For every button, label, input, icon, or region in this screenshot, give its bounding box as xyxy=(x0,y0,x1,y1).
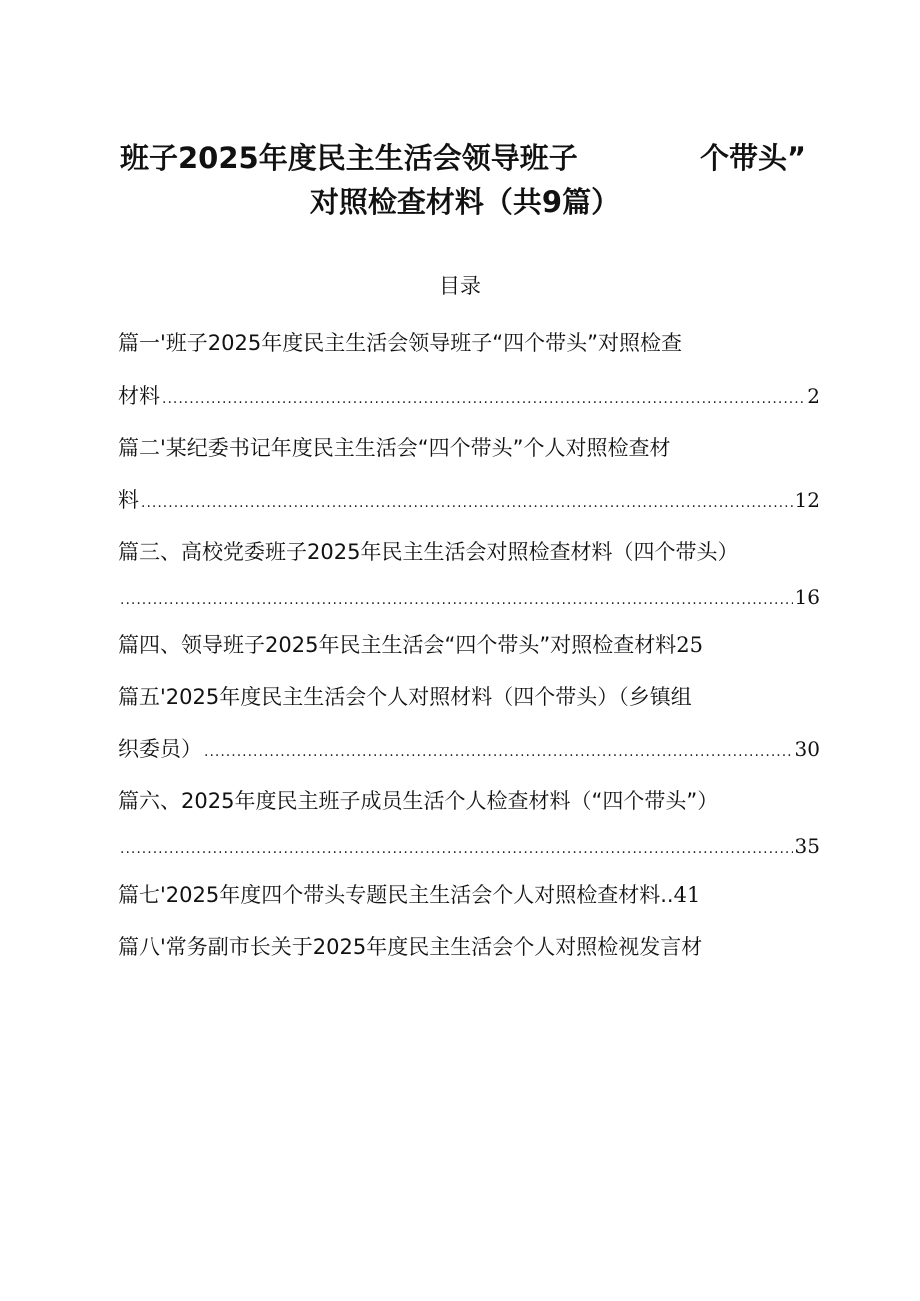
toc-entry-2-leader[interactable] xyxy=(118,485,820,518)
toc-entry-4[interactable] xyxy=(118,630,703,660)
toc-entry-7[interactable] xyxy=(118,880,700,910)
toc-entry-3-title[interactable]: 篇三、高校党委班子2025年民主生活会对照检查材料（四个带头） xyxy=(118,540,739,564)
toc-entry-7-title: 篇七'2025年度四个带头专题民主生活会个人对照检查材料.. xyxy=(118,883,674,907)
toc-entry-5-leader[interactable] xyxy=(118,734,820,767)
toc-entry-3-page: 16 xyxy=(794,585,820,609)
toc-entry-8-title[interactable]: 篇八'常务副市长关于2025年度民主生活会个人对照检视发言材 xyxy=(118,935,703,959)
toc-entry-3-leader[interactable] xyxy=(118,582,820,615)
toc-entry-6-title[interactable]: 篇六、2025年度民主班子成员生活个人检查材料（“四个带头”） xyxy=(118,789,719,813)
toc-entry-1-continuation: 材料 xyxy=(118,384,160,408)
toc-entry-1-page: 2 xyxy=(807,384,820,408)
dot-leader xyxy=(120,585,793,615)
toc-entry-5-continuation: 织委员） xyxy=(118,737,202,761)
dot-leader xyxy=(120,834,793,864)
toc-entry-4-title: 篇四、领导班子2025年民主生活会“四个带头”对照检查材料 xyxy=(118,633,677,657)
toc-entry-4-page: 25 xyxy=(676,633,703,657)
toc-entry-2-page: 12 xyxy=(794,488,820,512)
title-line-1-left: 班子2025年度民主生活会领导班子 xyxy=(120,141,578,175)
toc-entry-1-leader[interactable] xyxy=(118,381,820,414)
dot-leader xyxy=(162,384,805,414)
document-title-line-2: 对照检查材料（共9篇） xyxy=(309,185,621,219)
toc-entry-6-page: 35 xyxy=(794,834,820,858)
toc-entry-5-title[interactable]: 篇五'2025年度民主生活会个人对照材料（四个带头）（乡镇组 xyxy=(118,685,692,709)
toc-entry-5-page: 30 xyxy=(794,737,820,761)
dot-leader xyxy=(204,737,793,767)
toc-entry-2-title[interactable]: 篇二'某纪委书记年度民主生活会“四个带头”个人对照检查材 xyxy=(118,436,671,460)
toc-entry-2-continuation: 料 xyxy=(118,488,139,512)
toc-entry-7-page: 41 xyxy=(673,883,701,907)
title-line-1-right: 个带头” xyxy=(700,141,807,175)
toc-entry-6-leader[interactable] xyxy=(118,831,820,864)
toc-entry-1-title[interactable]: 篇一'班子2025年度民主生活会领导班子“四个带头”对照检查 xyxy=(118,331,682,355)
toc-heading: 目录 xyxy=(439,274,481,298)
dot-leader xyxy=(141,488,793,518)
